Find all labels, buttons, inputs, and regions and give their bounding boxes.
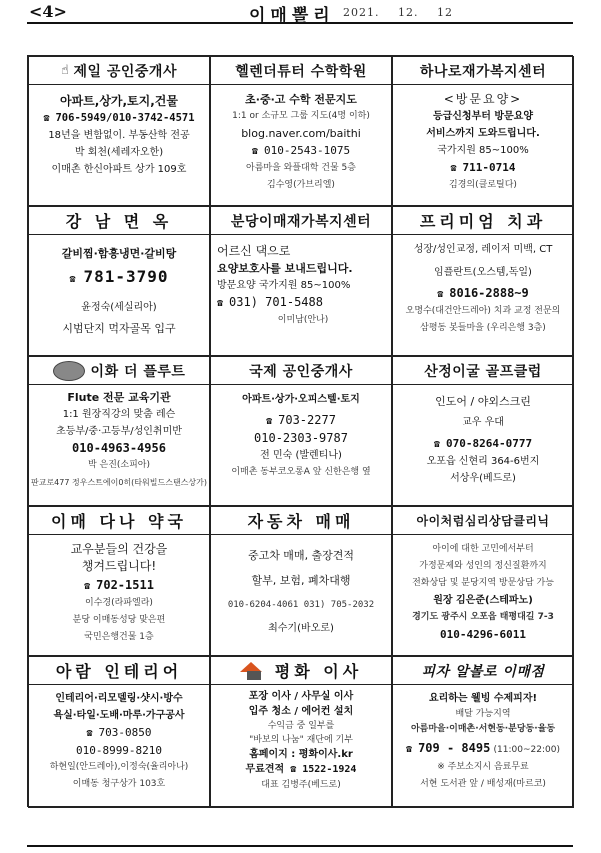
phone-number: ☎ 711-0714: [395, 159, 571, 177]
ad-title: 이화 더 플루트: [29, 357, 209, 385]
ad-title: 하나로재가복지센터: [393, 57, 573, 85]
address: 판교로477 정우스트에이0히(타워빌드스탠스상가): [31, 478, 207, 487]
address: 오포읍 신현리 364-6번지: [426, 456, 540, 467]
phone-number: ☎ 706-5949/010-3742-4571: [31, 110, 207, 127]
business-hours: (11:00~22:00): [493, 745, 560, 755]
ad-title: 국제 공인중개사: [211, 357, 391, 385]
ad-pizza-alvolo: 피자 알볼로 이매점 요리하는 웰빙 수제피자! 배달 가능지역 아름마을·이매촌·서현동·분당동·율동 ☎ 709 - 8495 (11:00~22:00) ※ 주보소지시 음료무료 서현 도서관 앞 / 배성재(마르코): [392, 656, 574, 808]
address: 아름마을 와플대학 건물 5층: [246, 163, 356, 173]
footer-rule: [27, 845, 573, 847]
ad-title: 평화 이사: [211, 657, 391, 685]
phone-number: 무료견적 ☎ 1522-1924: [245, 764, 357, 775]
ad-car-trading: 자동차 매매 중고차 매매, 출장견적 할부, 보험, 폐차대행 010-6204-4061 031) 705-2032 최수기(바오로): [210, 506, 392, 656]
header-rule: [27, 22, 573, 24]
ad-title: 피자 알볼로 이매점: [393, 657, 573, 685]
ad-title: 이매 다나 약국: [29, 507, 209, 535]
hand-pointer-icon: ☝: [61, 63, 70, 78]
ad-pyeonghwa-moving: 평화 이사 포장 이사 / 사무실 이사 입주 청소 / 에어컨 설치 수익금 중 일부를 "바보의 나눔" 재단에 기부 홈페이지 : 평화이사.kr 무료견적 ☎ 1522-1924 대표 김병주(베드로): [210, 656, 392, 808]
phone-number: ☎ 031) 701-5488: [217, 294, 389, 312]
page-number: <4>: [29, 2, 67, 21]
ad-jeil-realty: ☝ 제일 공인중개사 아파트,상가,토지,건물 ☎ 706-5949/010-3742-4571 18년을 변함없이. 부동산학 전공 박 회천(세레자오한) 이매촌 한신아파트 상가 109호: [28, 56, 210, 206]
ad-title: 분당이매재가복지센터: [211, 207, 391, 235]
ad-title: ☝ 제일 공인중개사: [29, 57, 209, 85]
phone-number: ☎ 703-2277: [213, 412, 389, 430]
ad-title: 강 남 면 옥: [29, 207, 209, 235]
mobile-number: 010-2303-9787: [254, 431, 348, 445]
newsletter-title: 이매뽈리: [249, 6, 335, 26]
ad-helen-tutor: 헬렌더튜터 수학학원 초·중·고 수학 전문지도 1:1 or 소규모 그룹 지도(4명 이하) blog.naver.com/baithi ☎ 010-2543-1075 아름마을 와플대학 건물 5층 김수영(가브리엘): [210, 56, 392, 206]
phone-number: 010-6204-4061 031) 705-2032: [227, 600, 375, 610]
address: 이매동 청구상가 103호: [72, 779, 166, 789]
mobile-number: 010-8999-8210: [75, 744, 163, 757]
house-icon: [240, 662, 262, 672]
ad-ewha-flute: 이화 더 플루트 Flute 전문 교육기관 1:1 원장직강의 맞춤 레슨 초등부/중·고등부/성인취미반 010-4963-4956 박 은진(소피아) 판교로477 정우스트에이0히(타워빌드스탠스상가): [28, 356, 210, 506]
page-header: [27, 2, 573, 24]
phone-number: ☎ 070-8264-0777: [395, 435, 571, 453]
ad-title: 프리미엄 치과: [393, 207, 573, 235]
ad-premium-dental: 프리미엄 치과 성장/성인교정, 레이저 미백, CT 임플란트(오스템,독일) ☎ 8016-2888~9 오명수(대건안드레아) 치과 교정 전문의 삼평동 봇들마을 (우리은행 3층): [392, 206, 574, 356]
issue-date: 2021. 12. 12: [343, 6, 453, 19]
ad-grid: [27, 55, 573, 807]
ad-title: 자동차 매매: [211, 507, 391, 535]
phone-number: ☎ 781-3790: [31, 262, 207, 295]
ad-aram-interior: 아람 인테리어 인테리어·리모델링·샷시·방수 욕실·타일·도배·마루·가구공사 ☎ 703-0850 010-8999-8210 하현일(안드레아),이정숙(율리아나) 이매동 청구상가 103호: [28, 656, 210, 808]
ad-bundang-imae-welfare: 분당이매재가복지센터 어르신 댁으로 요양보호사를 보내드립니다. 방문요양 국가지원 85~100% ☎ 031) 701-5488 이미남(안나): [210, 206, 392, 356]
ad-title: 아이처럼심리상담클리닉: [393, 507, 573, 535]
address: 서현 도서관 앞 / 배성재(마르코): [420, 779, 546, 789]
ad-title: 헬렌더튜터 수학학원: [211, 57, 391, 85]
ad-aicheoreom-counseling: 아이처럼심리상담클리닉 아이에 대한 고민에서부터 가정문제와 성인의 정신질환까지 전화상담 및 분당지역 방문상담 가능 원장 김은준(스테파노) 경기도 광주시 오포읍 태평대길 7-3 010-4296-6011: [392, 506, 574, 656]
ad-title: 산정이굴 골프클럽: [393, 357, 573, 385]
flute-logo-icon: [53, 361, 85, 381]
phone-number: ☎ 8016-2888~9: [395, 285, 571, 303]
ad-sanjeong-golf: 산정이굴 골프클럽 인도어 / 야외스크린 교우 우대 ☎ 070-8264-0777 오포읍 신현리 364-6번지 서상우(베드로): [392, 356, 574, 506]
ad-hanaro-welfare: 하나로재가복지센터 <방문요양> 등급신청부터 방문요양 서비스까지 도와드립니다. 국가지원 85~100% ☎ 711-0714 김경의(클로틸다): [392, 56, 574, 206]
blog-url: blog.naver.com/baithi: [241, 127, 361, 140]
phone-number: ☎ 709 - 8495: [406, 741, 490, 755]
address: 이매촌 한신아파트 상가 109호: [51, 164, 187, 175]
ad-title: 아람 인테리어: [29, 657, 209, 685]
address: 시범단지 먹자골목 입구: [62, 322, 176, 335]
homepage: 홈페이지 : 평화이사.kr: [249, 749, 353, 760]
address: 분당 이매동성당 맞은편: [72, 615, 166, 625]
delivery-area: 아름마을·이매촌·서현동·분당동·율동: [410, 724, 556, 734]
address: 경기도 광주시 오포읍 태평대길 7-3: [412, 612, 554, 622]
address: 삼평동 봇들마을 (우리은행 3층): [420, 323, 546, 333]
ad-gangnam-myeonok: 강 남 면 옥 갈비찜·함흥냉면·갈비탕 ☎ 781-3790 윤정숙(세실리아) 시범단지 먹자골목 입구: [28, 206, 210, 356]
phone-number: 010-4296-6011: [439, 628, 527, 641]
phone-number: 010-4963-4956: [72, 441, 166, 455]
address: 이매촌 동부코오롱A 앞 신한은행 옆: [231, 467, 371, 477]
phone-number: ☎ 703-0850: [31, 724, 207, 742]
ad-gukje-realty: 국제 공인중개사 아파트·상가·오피스텔·토지 ☎ 703-2277 010-2303-9787 전 민숙 (발렌티나) 이매촌 동부코오롱A 앞 신한은행 옆: [210, 356, 392, 506]
phone-number: ☎ 010-2543-1075: [213, 142, 389, 160]
ad-imae-pharmacy: 이매 다나 약국 교우분들의 건강을 챙겨드립니다! ☎ 702-1511 이수경(라파엘라) 분당 이매동성당 맞은편 국민은행건물 1층: [28, 506, 210, 656]
phone-number: ☎ 702-1511: [31, 577, 207, 595]
